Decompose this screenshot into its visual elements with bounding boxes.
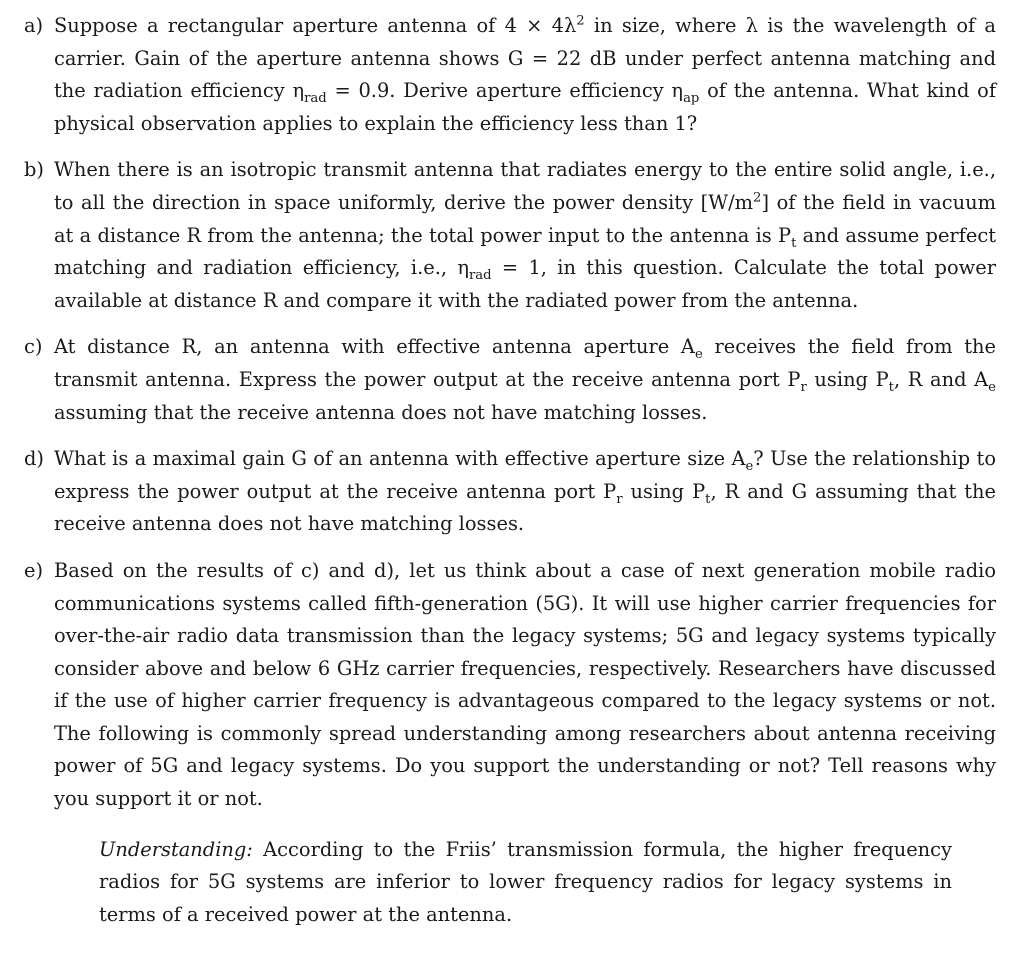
problem-c-sub-e-2: e (988, 379, 996, 395)
problem-c (24, 331, 996, 429)
problem-a-sub-ap: ap (683, 91, 700, 107)
problem-d-text-1: What is a maximal gain G of an antenna with effective aperture size A (54, 447, 746, 471)
problem-d-sub-t: t (705, 491, 711, 507)
problem-c-label: c) (24, 335, 43, 359)
problem-e-text: Based on the results of c) and d), let us think about a case of next generation mobile radio communications systems called fifth-generation (5G). It will use higher carrier frequencies for over-the-air radio data transmission than the legacy systems; 5G and legacy systems typically consider above and below 6 GHz carrier frequencies, respectively. Researchers have discussed if the use of higher carrier frequency is advantageous compared to the legacy systems or not. The following is commonly spread understanding among researchers about antenna receiving power of 5G and legacy systems. Do you support the understanding or not? Tell reasons why you support it or not. (54, 558, 996, 811)
problem-d-sub-e: e (745, 459, 754, 474)
problem-a-text-2: in size, where λ is the wavelength of a carrier. Gain of the aperture antenna shows G = 22 dB under perfect antenna matching and the radiation efficiency η (54, 14, 996, 103)
problem-c-text (54, 331, 996, 429)
problem-c-sub-r: r (800, 379, 807, 395)
problem-a-text-4: of the antenna. What kind of physical observation applies to explain the efficiency less than 1? (54, 79, 996, 135)
problem-b-sub-rad: rad (468, 268, 492, 284)
problem-b-text-1: When there is an isotropic transmit antenna that radiates energy to the entire solid angle, i.e., to all the direction in space uniformly, derive the power density [W/m (54, 158, 996, 214)
problem-c-text-5: assuming that the receive antenna does not have matching losses. (54, 400, 708, 424)
problem-a-sup-2: 2 (576, 13, 585, 29)
problem-c-sub-t: t (888, 379, 894, 395)
problem-d-label: d) (24, 447, 44, 471)
problem-b-text-3: and assume perfect matching and radiation efficiency, i.e., η (54, 223, 996, 280)
problem-a (24, 10, 996, 140)
problem-b-sup-2: 2 (753, 190, 762, 206)
problem-a-sub-rad: rad (304, 91, 327, 107)
problem-b-label: b) (24, 158, 44, 182)
problem-d-sub-r: r (616, 491, 623, 507)
problem-b-text-4: = 1, in this question. Calculate the total power available at distance R and compare it with the radiated power from the antenna. (54, 256, 996, 312)
problem-c-text-2: receives the field from the transmit antenna. Express the power output at the receive antenna port P (54, 335, 996, 391)
understanding-text: According to the Friis’ transmission formula, the higher frequency radios for 5G systems are inferior to lower frequency radios for legacy systems in terms of a received power at the antenna. (99, 837, 952, 926)
problem-e (24, 555, 996, 816)
problem-a-label: a) (24, 14, 44, 37)
problem-b-sub-t: t (791, 235, 797, 251)
problem-a-text-3: = 0.9. Derive aperture efficiency η (326, 79, 684, 103)
problem-d-text-4: , R and G assuming that the receive antenna does not have matching losses. (54, 479, 996, 536)
problem-e-label: e) (24, 558, 44, 582)
problem-c-text-1: At distance R, an antenna with effective antenna aperture A (54, 335, 695, 359)
problem-a-text-1: Suppose a rectangular aperture antenna of 4 × 4λ (54, 14, 577, 37)
problem-a-text (54, 10, 996, 140)
problem-c-text-3: using P (806, 367, 889, 391)
problem-d (24, 443, 996, 541)
problem-d-text-3: using P (622, 479, 706, 503)
understanding-label: Understanding: (99, 837, 253, 861)
problem-d-text-2: ? Use the relationship to express the power output at the receive antenna port P (54, 447, 996, 503)
problem-b-text (54, 154, 996, 317)
problem-d-text (54, 443, 996, 541)
understanding-block (99, 834, 952, 932)
problem-c-sub-e-1: e (694, 347, 703, 363)
problem-b-text-2: ] of the field in vacuum at a distance R from the antenna; the total power input to the antenna is P (54, 190, 996, 247)
problem-b (24, 154, 996, 317)
problem-c-text-4: , R and A (893, 367, 989, 391)
